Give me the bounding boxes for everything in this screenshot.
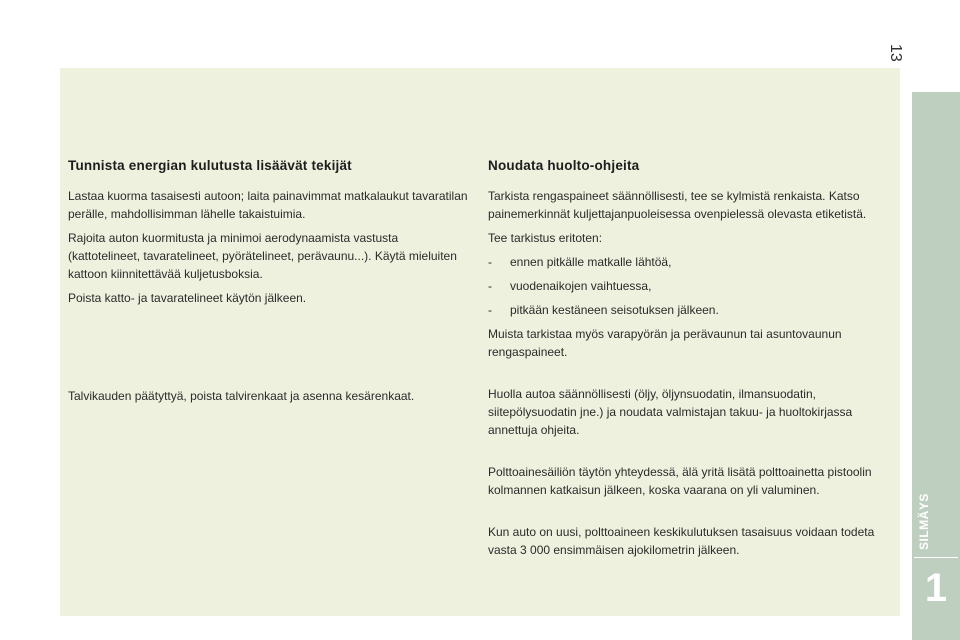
paragraph: Tee tarkistus eritoten:	[488, 231, 603, 245]
list-item: - vuodenaikojen vaihtuessa,	[488, 279, 652, 293]
paragraph: Rajoita auton kuormitusta ja minimoi aerodynaamista vastusta (kattotelineet, tavaratelineet, pyörätelineet, perävaunu...). Käytä mieluiten kattoon kiinnitettävää kuljetusboksia.	[68, 231, 457, 281]
content-box	[60, 68, 900, 616]
section-heading-energy: Tunnista energian kulutusta lisäävät tekijät	[68, 158, 352, 173]
paragraph: Talvikauden päätyttyä, poista talvirenkaat ja asenna kesärenkaat.	[68, 389, 415, 403]
right-column	[488, 158, 894, 565]
paragraph: Lastaa kuorma tasaisesti autoon; laita painavimmat matkalaukut tavaratilan perälle, mahdollisimman lähelle takaistuimia.	[68, 189, 468, 221]
list-item: - pitkään kestäneen seisotuksen jälkeen.	[488, 303, 719, 317]
paragraph: Polttoainesäiliön täytön yhteydessä, älä yritä lisätä polttoainetta pistoolin kolmannen katkaisun jälkeen, koska vaarana on yli valuminen.	[488, 465, 872, 497]
paragraph: Kun auto on uusi, polttoaineen keskikulutuksen tasaisuus voidaan todeta vasta 3 000 ensimmäisen ajokilometrin jälkeen.	[488, 525, 875, 557]
section-heading-maintenance: Noudata huolto-ohjeita	[488, 158, 640, 173]
paragraph: Poista katto- ja tavaratelineet käytön jälkeen.	[68, 291, 307, 305]
paragraph: Muista tarkistaa myös varapyörän ja perävaunun tai asuntovaunun rengaspaineet.	[488, 327, 842, 359]
list-item: - ennen pitkälle matkalle lähtöä,	[488, 255, 672, 269]
left-column	[68, 158, 468, 411]
paragraph: Tarkista rengaspaineet säännöllisesti, tee se kylmistä renkaista. Katso painemerkinnät kuljettajanpuoleisessa ovenpielessä olevasta etiketistä.	[488, 189, 867, 221]
divider	[914, 557, 958, 558]
chapter-label: SILMÄYS	[917, 493, 931, 550]
chapter-number: 1	[924, 566, 948, 610]
check-list	[488, 253, 894, 319]
page-number: 13	[887, 44, 904, 62]
paragraph: Huolla autoa säännöllisesti (öljy, öljynsuodatin, ilmansuodatin, siitepölysuodatin jne.) ja noudata valmistajan takuu- ja huoltokirjassa annettuja ohjeita.	[488, 387, 853, 437]
